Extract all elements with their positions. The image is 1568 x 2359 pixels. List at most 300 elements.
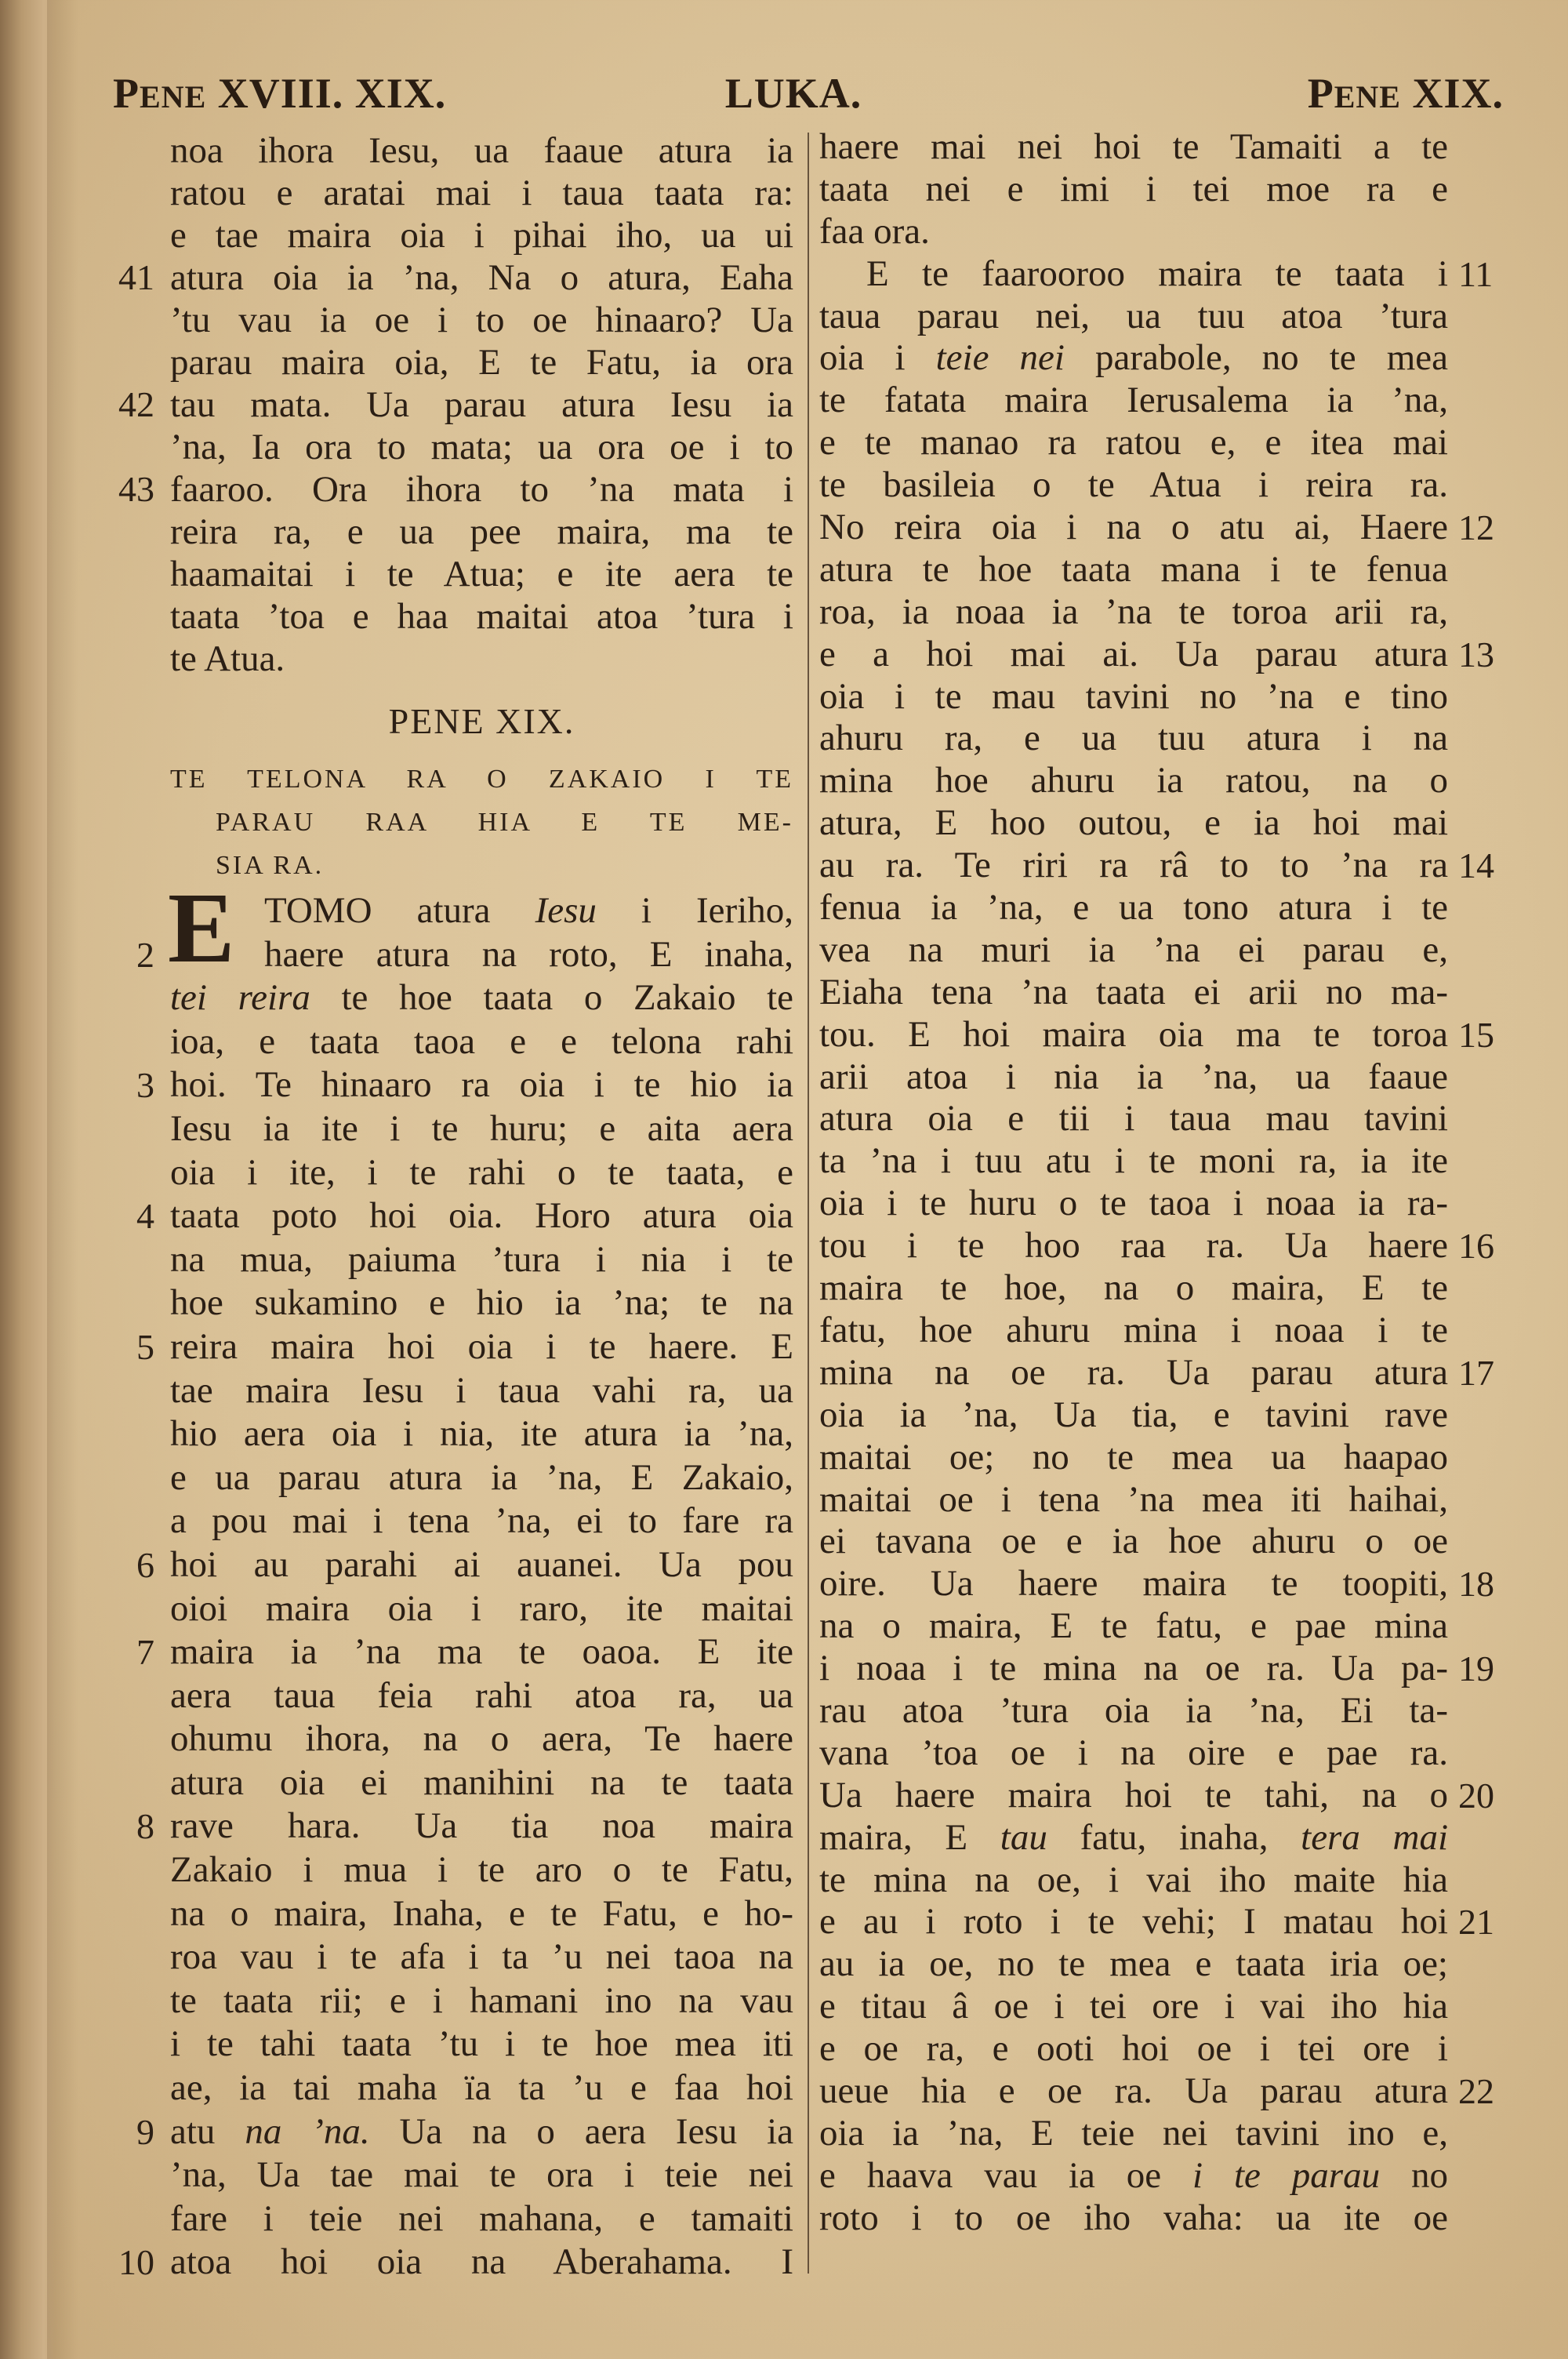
text-line	[170, 1369, 793, 1413]
line-text	[819, 1901, 1448, 1943]
text-segment: arii atoa i nia ia ’na, ua faaue	[819, 1056, 1448, 1097]
line-text	[819, 718, 1448, 760]
text-segment: ae, ia tai maha ïa ta ’u e faa hoi	[170, 2067, 793, 2109]
line-text	[170, 933, 793, 977]
text-segment: parabole, no te mea	[1064, 337, 1448, 379]
text-line	[170, 214, 793, 256]
italic-text-segment: na ’na.	[245, 2110, 370, 2152]
text-line	[819, 337, 1448, 380]
line-text	[170, 595, 793, 638]
line-text	[819, 1014, 1448, 1056]
text-segment: e au i roto i te vehi; I matau hoi	[819, 1901, 1448, 1943]
text-line	[136, 933, 793, 977]
line-text	[819, 126, 1448, 169]
text-line	[819, 1056, 1448, 1099]
text-line	[118, 256, 793, 299]
line-text	[819, 845, 1448, 887]
line-text	[819, 1943, 1448, 1986]
text-segment: oia ia ’na, Ua tia, e tavini rave	[819, 1394, 1448, 1435]
verse-number: 3	[136, 1065, 154, 1106]
line-text	[170, 1063, 793, 1107]
text-line	[136, 1194, 793, 1238]
text-segment: na o maira, Inaha, e te Fatu, e ho-	[170, 1892, 793, 1934]
verse-number: 14	[1458, 845, 1494, 886]
verse-number: 18	[1458, 1564, 1494, 1605]
text-line	[819, 1351, 1494, 1394]
text-segment: faa ora.	[819, 210, 930, 252]
line-text	[170, 426, 793, 468]
text-segment: mina hoe ahuru ia ratou, na o	[819, 760, 1448, 801]
text-segment: te basileia o te Atua i reira ra.	[819, 464, 1448, 506]
text-line	[170, 1238, 793, 1282]
line-text	[170, 1151, 793, 1195]
header-left-numerals: XVIII. XIX.	[206, 70, 447, 117]
line-text	[819, 1690, 1448, 1732]
text-line	[819, 422, 1448, 464]
line-text	[819, 211, 1448, 253]
text-segment: e haava vau ia oe	[819, 2154, 1193, 2196]
line-text	[819, 1352, 1448, 1394]
text-line	[819, 1183, 1448, 1225]
line-text	[819, 1648, 1448, 1690]
text-segment: atura, E hoo outou, e ia hoi mai	[819, 802, 1448, 844]
line-text	[170, 1761, 793, 1805]
line-text	[819, 1098, 1448, 1140]
text-segment: oire. Ua haere maira te toopiti,	[819, 1563, 1448, 1605]
line-text	[170, 976, 793, 1020]
text-line	[118, 383, 793, 426]
text-line	[819, 2028, 1448, 2070]
text-segment: e a hoi mai ai. Ua parau atura	[819, 633, 1448, 674]
text-segment: e tae maira oia i pihai iho, ua ui	[170, 215, 793, 256]
line-text	[170, 1499, 793, 1543]
line-text	[819, 1521, 1448, 1563]
italic-text-segment: teie nei	[935, 337, 1065, 379]
text-segment: maira, E	[819, 1816, 1000, 1858]
text-line	[170, 341, 793, 383]
line-text	[819, 1817, 1448, 1859]
text-segment: taata nei e imi i tei moe ra e	[819, 168, 1448, 209]
text-line	[170, 1892, 793, 1936]
text-line	[170, 1151, 793, 1195]
line-text	[170, 1979, 793, 2023]
text-line	[819, 802, 1448, 845]
text-segment: vea na muri ia ’na ei parau e,	[819, 929, 1448, 970]
text-line	[819, 126, 1448, 169]
text-line	[819, 1817, 1448, 1859]
text-line	[170, 976, 793, 1020]
text-line	[170, 2023, 793, 2066]
text-line	[819, 507, 1494, 549]
text-segment: te taata rii; e i hamani ino na vau	[170, 1979, 793, 2021]
line-text	[819, 464, 1448, 507]
text-segment: e ua parau atura ia ’na, E Zakaio,	[170, 1456, 793, 1498]
line-text	[170, 1587, 793, 1631]
text-line	[819, 1013, 1494, 1056]
text-line	[819, 718, 1448, 760]
text-line	[170, 1020, 793, 1064]
line-text	[170, 511, 793, 553]
text-segment: na o maira, E te fatu, e pae mina	[819, 1605, 1448, 1647]
text-segment: ohumu ihora, na o aera, Te haere	[170, 1718, 793, 1760]
text-segment: oia ia ’na, E teie nei tavini ino e,	[819, 2112, 1448, 2154]
text-line	[819, 1774, 1494, 1817]
text-line	[819, 972, 1448, 1014]
text-line	[819, 1986, 1448, 2028]
text-segment: rave hara. Ua tia noa maira	[170, 1805, 793, 1847]
text-line	[170, 1936, 793, 1979]
line-text	[170, 1281, 793, 1325]
text-line	[136, 1805, 793, 1848]
text-line	[170, 172, 793, 214]
text-segment: Ua na o aera Iesu ia	[369, 2110, 794, 2152]
text-line	[819, 1901, 1494, 1943]
text-segment: fatu, hoe ahuru mina i noaa i te	[819, 1309, 1448, 1350]
line-text	[170, 468, 793, 511]
text-line	[819, 1521, 1448, 1563]
verse-number: 17	[1458, 1352, 1494, 1393]
text-segment: oia i	[819, 337, 936, 379]
text-segment: te mina na oe, i vai iho maite hia	[819, 1859, 1448, 1900]
header-left-initial: P	[113, 70, 140, 117]
text-segment: noa ihora Iesu, ua faaue atura ia	[170, 130, 793, 171]
text-segment: oioi maira oia i raro, ite maitai	[170, 1587, 793, 1629]
text-line	[819, 1267, 1448, 1310]
text-line	[819, 1098, 1448, 1140]
verse-number: 21	[1458, 1902, 1494, 1943]
line-text	[819, 253, 1448, 296]
text-line	[819, 549, 1448, 591]
text-segment: ueue hia e oe ra. Ua parau atura	[819, 2070, 1448, 2111]
verse-number: 12	[1458, 507, 1494, 548]
line-text	[819, 2197, 1448, 2240]
text-line	[819, 169, 1448, 211]
line-text	[170, 256, 793, 299]
summary-line: PARAU RAA HIA E TE ME-	[216, 808, 793, 837]
text-segment: ioa, e taata taoa e e telona rahi	[170, 1020, 793, 1062]
text-segment: ’na, Ia ora to mata; ua ora oe i to	[170, 427, 793, 467]
line-text	[819, 1183, 1448, 1225]
verse-number: 11	[1458, 253, 1494, 294]
text-line	[819, 1394, 1448, 1437]
line-text	[819, 802, 1448, 845]
text-line	[170, 2066, 793, 2110]
text-segment: te fatata maira Ierusalema ia ’na,	[819, 380, 1448, 421]
text-segment: fare i teie nei mahana, e tamaiti	[170, 2197, 793, 2239]
line-text	[819, 296, 1448, 338]
line-text	[819, 1479, 1448, 1521]
left-column-text-1	[118, 129, 793, 680]
text-line	[170, 1761, 793, 1805]
line-text	[170, 1325, 793, 1369]
text-line	[170, 426, 793, 468]
line-text	[170, 1456, 793, 1500]
text-segment: maira ia ’na ma te oaoa. E ite	[170, 1631, 793, 1673]
verse-number: 8	[136, 1806, 154, 1847]
line-text	[170, 1630, 793, 1674]
verse-number: 43	[118, 469, 154, 509]
line-text	[819, 1732, 1448, 1775]
text-segment: atura oia ei manihini na te taata	[170, 1761, 793, 1803]
verse-number: 5	[136, 1326, 154, 1367]
line-text	[819, 422, 1448, 464]
line-text	[819, 929, 1448, 972]
text-line	[819, 2070, 1494, 2113]
line-text	[170, 1848, 793, 1892]
text-line	[819, 380, 1448, 422]
line-text	[170, 1805, 793, 1848]
line-text	[170, 2066, 793, 2110]
line-text	[170, 1717, 793, 1761]
text-line	[170, 638, 793, 680]
line-text	[170, 638, 793, 680]
verse-number: 2	[136, 934, 154, 975]
verse-number: 16	[1458, 1226, 1494, 1267]
text-line	[170, 1412, 793, 1456]
line-text	[819, 972, 1448, 1014]
summary-line: SIA RA.	[216, 851, 325, 880]
text-segment: a pou mai i tena ’na, ei to fare ra	[170, 1500, 793, 1542]
text-segment: vana ’toa oe i na oire e pae ra.	[819, 1732, 1448, 1773]
text-segment: reira ra, e ua pee maira, ma te	[170, 511, 793, 552]
line-text	[819, 2028, 1448, 2070]
text-segment: faaroo. Ora ihora to ’na mata i	[170, 469, 793, 510]
text-segment: mina na oe ra. Ua parau atura	[819, 1351, 1448, 1393]
text-line	[170, 553, 793, 595]
text-line	[819, 1732, 1448, 1775]
text-line	[819, 1648, 1494, 1690]
italic-text-segment: tera mai	[1301, 1816, 1449, 1858]
verse-number: 13	[1458, 634, 1494, 674]
text-segment: roa vau i te afa i ta ’u nei taoa na	[170, 1936, 793, 1978]
text-segment: tau mata. Ua parau atura Iesu ia	[170, 384, 793, 425]
line-text	[819, 1056, 1448, 1099]
text-segment: haamaitai i te Atua; e ite aera te	[170, 554, 793, 594]
text-segment: haere mai nei hoi te Tamaiti a te	[819, 126, 1448, 167]
text-line	[136, 2110, 794, 2154]
line-text	[819, 549, 1448, 591]
text-segment: Zakaio i mua i te aro o te Fatu,	[170, 1849, 793, 1891]
text-segment: TOMO atura	[264, 890, 535, 931]
line-text	[170, 1369, 793, 1413]
text-line	[819, 1605, 1448, 1648]
line-text	[819, 507, 1448, 549]
text-line	[819, 591, 1448, 634]
chapter-summary	[170, 758, 793, 887]
text-line	[819, 2155, 1448, 2197]
line-text	[170, 1674, 793, 1718]
verse-number: 42	[118, 384, 154, 424]
text-line	[819, 760, 1448, 802]
text-segment: No reira oia i na o atu ai, Haere	[819, 507, 1448, 548]
text-segment: ’na, Ua tae mai te ora i teie nei	[170, 2154, 793, 2196]
text-segment: atura oia e tii i taua mau tavini	[819, 1098, 1448, 1140]
line-text	[170, 214, 793, 256]
text-segment: maitai oe; no te mea ua haapao	[819, 1436, 1448, 1478]
line-text	[819, 1140, 1448, 1183]
line-text	[170, 2023, 793, 2066]
line-text	[170, 1020, 793, 1064]
text-segment: fatu, inaha,	[1047, 1816, 1301, 1858]
text-segment: te hoe taata o Zakaio te	[310, 977, 793, 1019]
text-line	[819, 1140, 1448, 1183]
header-right-initial: P	[1307, 70, 1334, 117]
text-line	[819, 633, 1494, 676]
text-line	[819, 1437, 1448, 1479]
text-line	[170, 299, 793, 341]
line-text	[170, 1107, 793, 1151]
italic-text-segment: Iesu	[535, 890, 597, 931]
line-text	[819, 1859, 1448, 1902]
text-segment: tou i te hoo raa ra. Ua haere	[819, 1225, 1448, 1267]
italic-text-segment: tau	[1000, 1816, 1047, 1858]
line-text	[170, 1543, 793, 1587]
text-line	[819, 1943, 1448, 1986]
line-text	[819, 1775, 1448, 1817]
text-segment: na mua, paiuma ’tura i nia i te	[170, 1238, 793, 1280]
text-line	[170, 595, 793, 638]
verse-number: 4	[136, 1196, 154, 1237]
line-text	[170, 1412, 793, 1456]
line-text	[819, 591, 1448, 634]
text-segment: au ia oe, no te mea e taata iria oe;	[819, 1943, 1448, 1985]
text-line	[819, 1859, 1448, 1902]
text-line	[819, 1563, 1494, 1605]
text-segment: ’tu vau ia oe i to oe hinaaro? Ua	[170, 300, 793, 340]
line-text	[819, 676, 1448, 718]
line-text	[170, 172, 793, 214]
line-text	[170, 2154, 793, 2197]
verse-number: 15	[1458, 1014, 1494, 1055]
text-segment: ratou e aratai mai i taua taata ra:	[170, 173, 793, 213]
text-line	[118, 2241, 793, 2284]
text-segment: tou. E hoi maira oia ma te toroa	[819, 1013, 1448, 1055]
line-text	[819, 634, 1448, 676]
line-text	[170, 553, 793, 595]
text-line	[170, 1499, 793, 1543]
text-segment: parau maira oia, E te Fatu, ia ora	[170, 342, 793, 383]
text-line	[819, 1690, 1448, 1732]
line-text	[819, 1437, 1448, 1479]
line-text	[819, 1986, 1448, 2028]
text-segment: au ra. Te riri ra râ to to ’na ra	[819, 845, 1448, 886]
text-segment: maira te hoe, na o maira, E te	[819, 1267, 1448, 1309]
line-text	[170, 2110, 793, 2154]
line-text	[170, 2241, 793, 2284]
text-line	[170, 2197, 793, 2241]
text-line	[819, 929, 1448, 972]
line-text	[170, 1936, 793, 1979]
text-segment: fenua ia ’na, e ua tono atura i te	[819, 887, 1448, 929]
text-segment: atura te hoe taata mana i te fenua	[819, 548, 1448, 590]
verse-number: 6	[136, 1544, 154, 1585]
text-segment: roto i to oe iho vaha: ua ite oe	[819, 2197, 1448, 2238]
italic-text-segment: tei reira	[170, 977, 310, 1019]
line-text	[170, 129, 793, 172]
text-line	[819, 845, 1494, 887]
line-text	[819, 2070, 1448, 2113]
running-header-right	[1308, 69, 1504, 118]
text-line	[170, 511, 793, 553]
gutter-shadow	[47, 0, 78, 2359]
drop-cap: E	[168, 872, 235, 983]
text-segment: ei tavana oe e ia hoe ahuru o oe	[819, 1521, 1448, 1562]
text-line	[819, 211, 1448, 253]
line-text	[819, 1394, 1448, 1437]
line-text	[170, 383, 793, 426]
text-line	[819, 1225, 1494, 1267]
line-text	[170, 299, 793, 341]
text-segment: aera taua feia rahi atoa ra, ua	[170, 1674, 793, 1716]
text-segment: te Atua.	[170, 638, 285, 679]
text-line	[136, 1630, 793, 1674]
text-line	[170, 129, 793, 172]
text-segment: ahuru ra, e ua tuu atura i na	[819, 718, 1448, 759]
line-text	[170, 341, 793, 383]
text-line	[170, 1979, 793, 2023]
verse-number: 22	[1458, 2070, 1494, 2111]
line-text	[819, 2155, 1448, 2197]
text-segment: oia i te mau tavini no ’na e tino	[819, 675, 1448, 717]
text-segment: reira maira hoi oia i te haere. E	[170, 1325, 793, 1367]
summary-line: TE TELONA RA O ZAKAIO I TE	[170, 765, 793, 794]
text-segment: hoi. Te hinaaro ra oia i te hio ia	[170, 1064, 793, 1106]
text-line	[170, 1848, 793, 1892]
text-segment: taata ’toa e haa maitai atoa ’tura i	[170, 596, 793, 637]
line-text	[819, 169, 1448, 211]
text-line	[819, 1479, 1448, 1521]
text-line	[170, 1456, 793, 1500]
text-line	[819, 2113, 1448, 2155]
text-segment: oia i te huru o te taoa i noaa ia ra-	[819, 1183, 1448, 1224]
verse-number: 9	[136, 2111, 154, 2152]
text-segment: taua parau nei, ua tuu atoa ’tura	[819, 295, 1448, 336]
text-line	[170, 889, 793, 933]
line-text	[819, 1605, 1448, 1648]
text-line	[136, 1063, 793, 1107]
text-segment: i te tahi taata ’tu i te hoe mea iti	[170, 2023, 793, 2065]
text-segment: tae maira Iesu i taua vahi ra, ua	[170, 1369, 793, 1411]
text-segment: i Ieriho,	[596, 890, 793, 931]
text-segment: Iesu ia ite i te huru; e aita aera	[170, 1107, 793, 1149]
running-header-book-title: LUKA.	[724, 70, 862, 117]
text-segment: hoe sukamino e hio ia ’na; te na	[170, 1282, 793, 1324]
text-line	[170, 1587, 793, 1631]
italic-text-segment: i te parau	[1192, 2154, 1381, 2196]
text-line	[819, 887, 1448, 929]
text-line	[118, 468, 793, 511]
verse-number: 10	[118, 2242, 154, 2283]
header-left-smallcaps: ENE	[140, 79, 207, 114]
line-text	[819, 1267, 1448, 1310]
verse-number: 41	[118, 257, 154, 297]
text-segment: roa, ia noaa ia ’na te toroa arii ra,	[819, 591, 1448, 632]
line-text	[819, 1225, 1448, 1267]
text-line	[170, 2154, 793, 2197]
line-text	[819, 760, 1448, 802]
text-segment: hio aera oia i nia, ite atura ia ’na,	[170, 1413, 793, 1455]
line-text	[819, 337, 1448, 380]
text-line	[819, 676, 1448, 718]
text-segment: rau atoa ’tura oia ia ’na, Ei ta-	[819, 1689, 1448, 1731]
column-divider	[808, 133, 809, 2274]
text-segment: ta ’na i tuu atu i te moni ra, ia ite	[819, 1140, 1448, 1182]
text-segment: e te manao ra ratou e, e itea mai	[819, 422, 1448, 463]
text-segment: hoi au parahi ai auanei. Ua pou	[170, 1543, 793, 1585]
line-text	[819, 380, 1448, 422]
text-line	[170, 1107, 793, 1151]
text-segment: e titau â oe i tei ore i vai iho hia	[819, 1986, 1448, 2027]
